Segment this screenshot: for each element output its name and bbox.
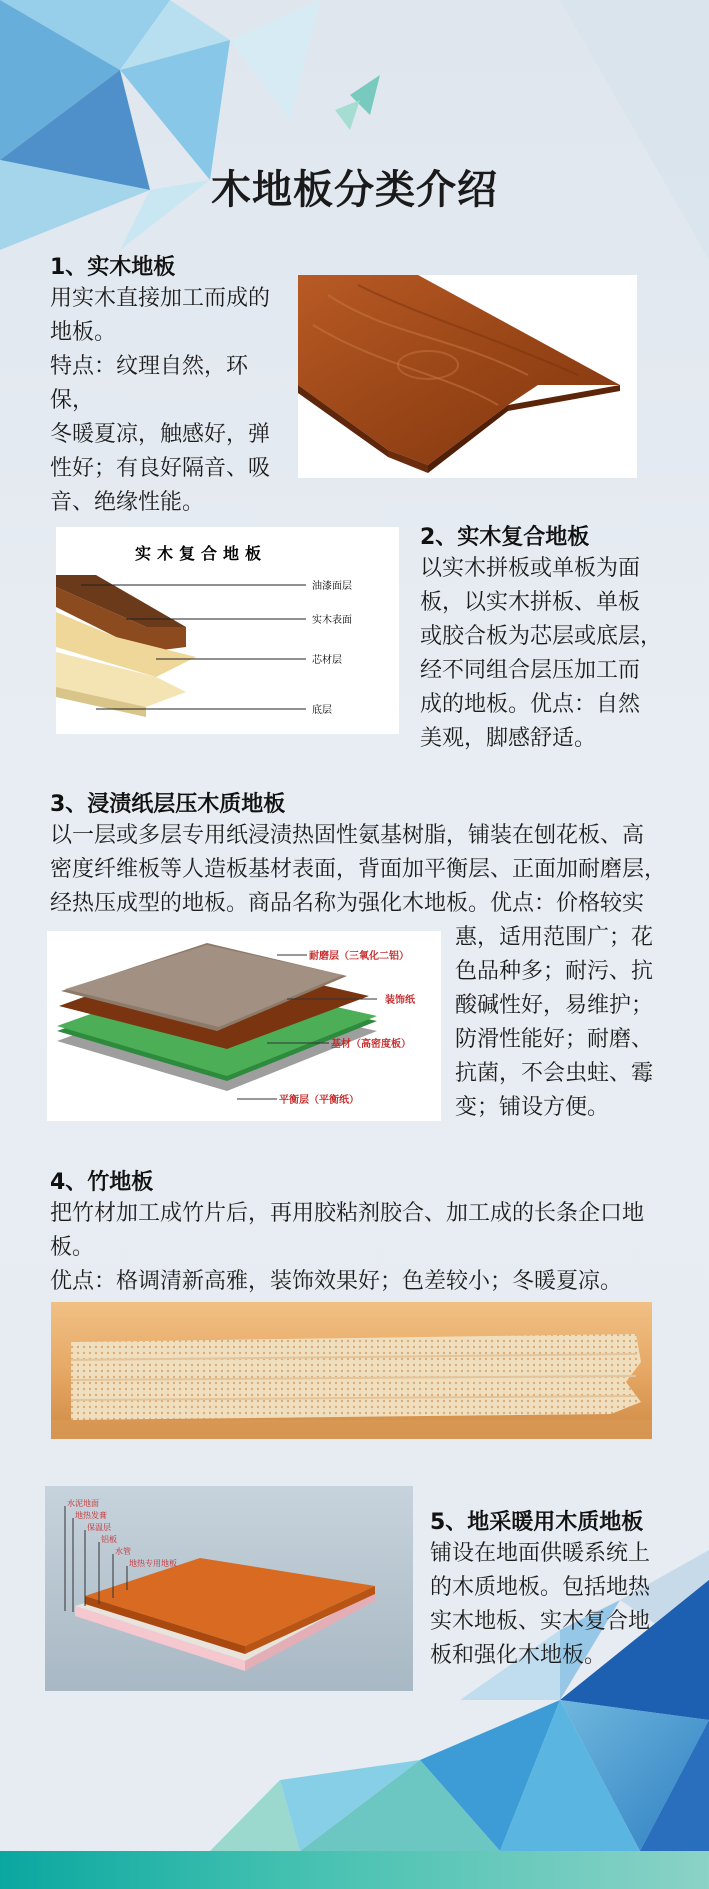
text-line: 以一层或多层专用纸浸渍热固性氨基树脂，铺装在刨花板、高 (50, 823, 645, 848)
text-line: 优点：格调清新高雅，装饰效果好；色差较小；冬暖夏凉。 (50, 1269, 623, 1294)
diagram-label: 平衡层（平衡纸） (279, 1095, 359, 1106)
footer-bar (0, 1851, 709, 1889)
text-line: 色品种多；耐污、抗 (455, 959, 654, 984)
text-line: 以实木拼板或单板为面 (420, 556, 641, 581)
section-4-text (50, 1197, 690, 1299)
text-line: 抗菌，不会虫蛀、霉 (455, 1061, 654, 1086)
text-line: 变；铺设方便。 (455, 1095, 610, 1120)
text-line: 或胶合板为芯层或底层， (420, 624, 663, 649)
text-line: 音、绝缘性能。 (50, 490, 205, 515)
diagram-label: 保温层 (87, 1523, 111, 1532)
section-5-text (430, 1537, 690, 1673)
solid-wood-floor-image (298, 275, 637, 478)
text-line: 用实木直接加工而成的 (50, 286, 271, 311)
diagram-label: 水泥地面 (67, 1499, 99, 1508)
diagram-label: 基材（高密度板） (331, 1039, 411, 1050)
text-line: 美观，脚感舒适。 (420, 726, 597, 751)
floor-heating-diagram (45, 1486, 413, 1691)
text-line: 把竹材加工成竹片后，再用胶粘剂胶合、加工成的长条企口地 (50, 1201, 645, 1226)
text-line: 铺设在地面供暖系统上 (430, 1541, 651, 1566)
bamboo-floor-image (51, 1302, 652, 1439)
section-1-text (50, 282, 290, 520)
text-line: 性好；有良好隔音、吸 (50, 456, 271, 481)
diagram-label: 铝板 (101, 1535, 117, 1544)
text-line: 密度纤维板等人造板基材表面，背面加平衡层、正面加耐磨层， (50, 857, 667, 882)
section-3-text-top (50, 819, 690, 921)
laminate-floor-diagram (47, 931, 441, 1121)
diagram-label: 水管 (115, 1547, 131, 1556)
section-2-heading: 2、实木复合地板 (420, 525, 590, 550)
section-3-heading: 3、浸渍纸层压木质地板 (50, 792, 286, 817)
text-line: 经不同组合层压加工而 (420, 658, 641, 683)
section-2-text (420, 552, 680, 756)
text-line: 防滑性能好；耐磨、 (455, 1027, 654, 1052)
text-line: 特点：纹理自然，环保， (50, 354, 249, 413)
section-5-heading: 5、地采暖用木质地板 (430, 1510, 644, 1535)
text-line: 板，以实木拼板、单板 (420, 590, 641, 615)
section-1-heading: 1、实木地板 (50, 255, 176, 280)
text-line: 的木质地板。包括地热 (430, 1575, 651, 1600)
section-3-text-side (455, 921, 695, 1125)
diagram-label: 芯材层 (312, 655, 342, 666)
section-4-heading: 4、竹地板 (50, 1170, 154, 1195)
diagram-label: 装饰纸 (385, 995, 415, 1006)
diagram-label: 底层 (312, 705, 332, 716)
text-line: 实木地板、实木复合地 (430, 1609, 651, 1634)
diagram-label: 耐磨层（三氧化二铝） (309, 951, 409, 962)
diagram-label: 实木表面 (312, 615, 352, 626)
diagram-label: 地热发膏 (75, 1511, 107, 1520)
text-line: 板。 (50, 1235, 95, 1260)
text-line: 地板。 (50, 320, 117, 345)
text-line: 经热压成型的地板。商品名称为强化木地板。优点：价格较实 (50, 891, 645, 916)
page-title: 木地板分类介绍 (211, 167, 498, 213)
text-line: 酸碱性好，易维护； (455, 993, 654, 1018)
diagram-label: 地热专用地板 (129, 1559, 177, 1568)
text-line: 成的地板。优点：自然 (420, 692, 641, 717)
engineered-wood-diagram (56, 527, 399, 734)
text-line: 惠，适用范围广；花 (455, 925, 654, 950)
text-line: 冬暖夏凉，触感好，弹 (50, 422, 271, 447)
diagram-title: 实木复合地板 (134, 544, 268, 563)
diagram-label: 油漆面层 (312, 581, 352, 592)
text-line: 板和强化木地板。 (430, 1643, 607, 1668)
